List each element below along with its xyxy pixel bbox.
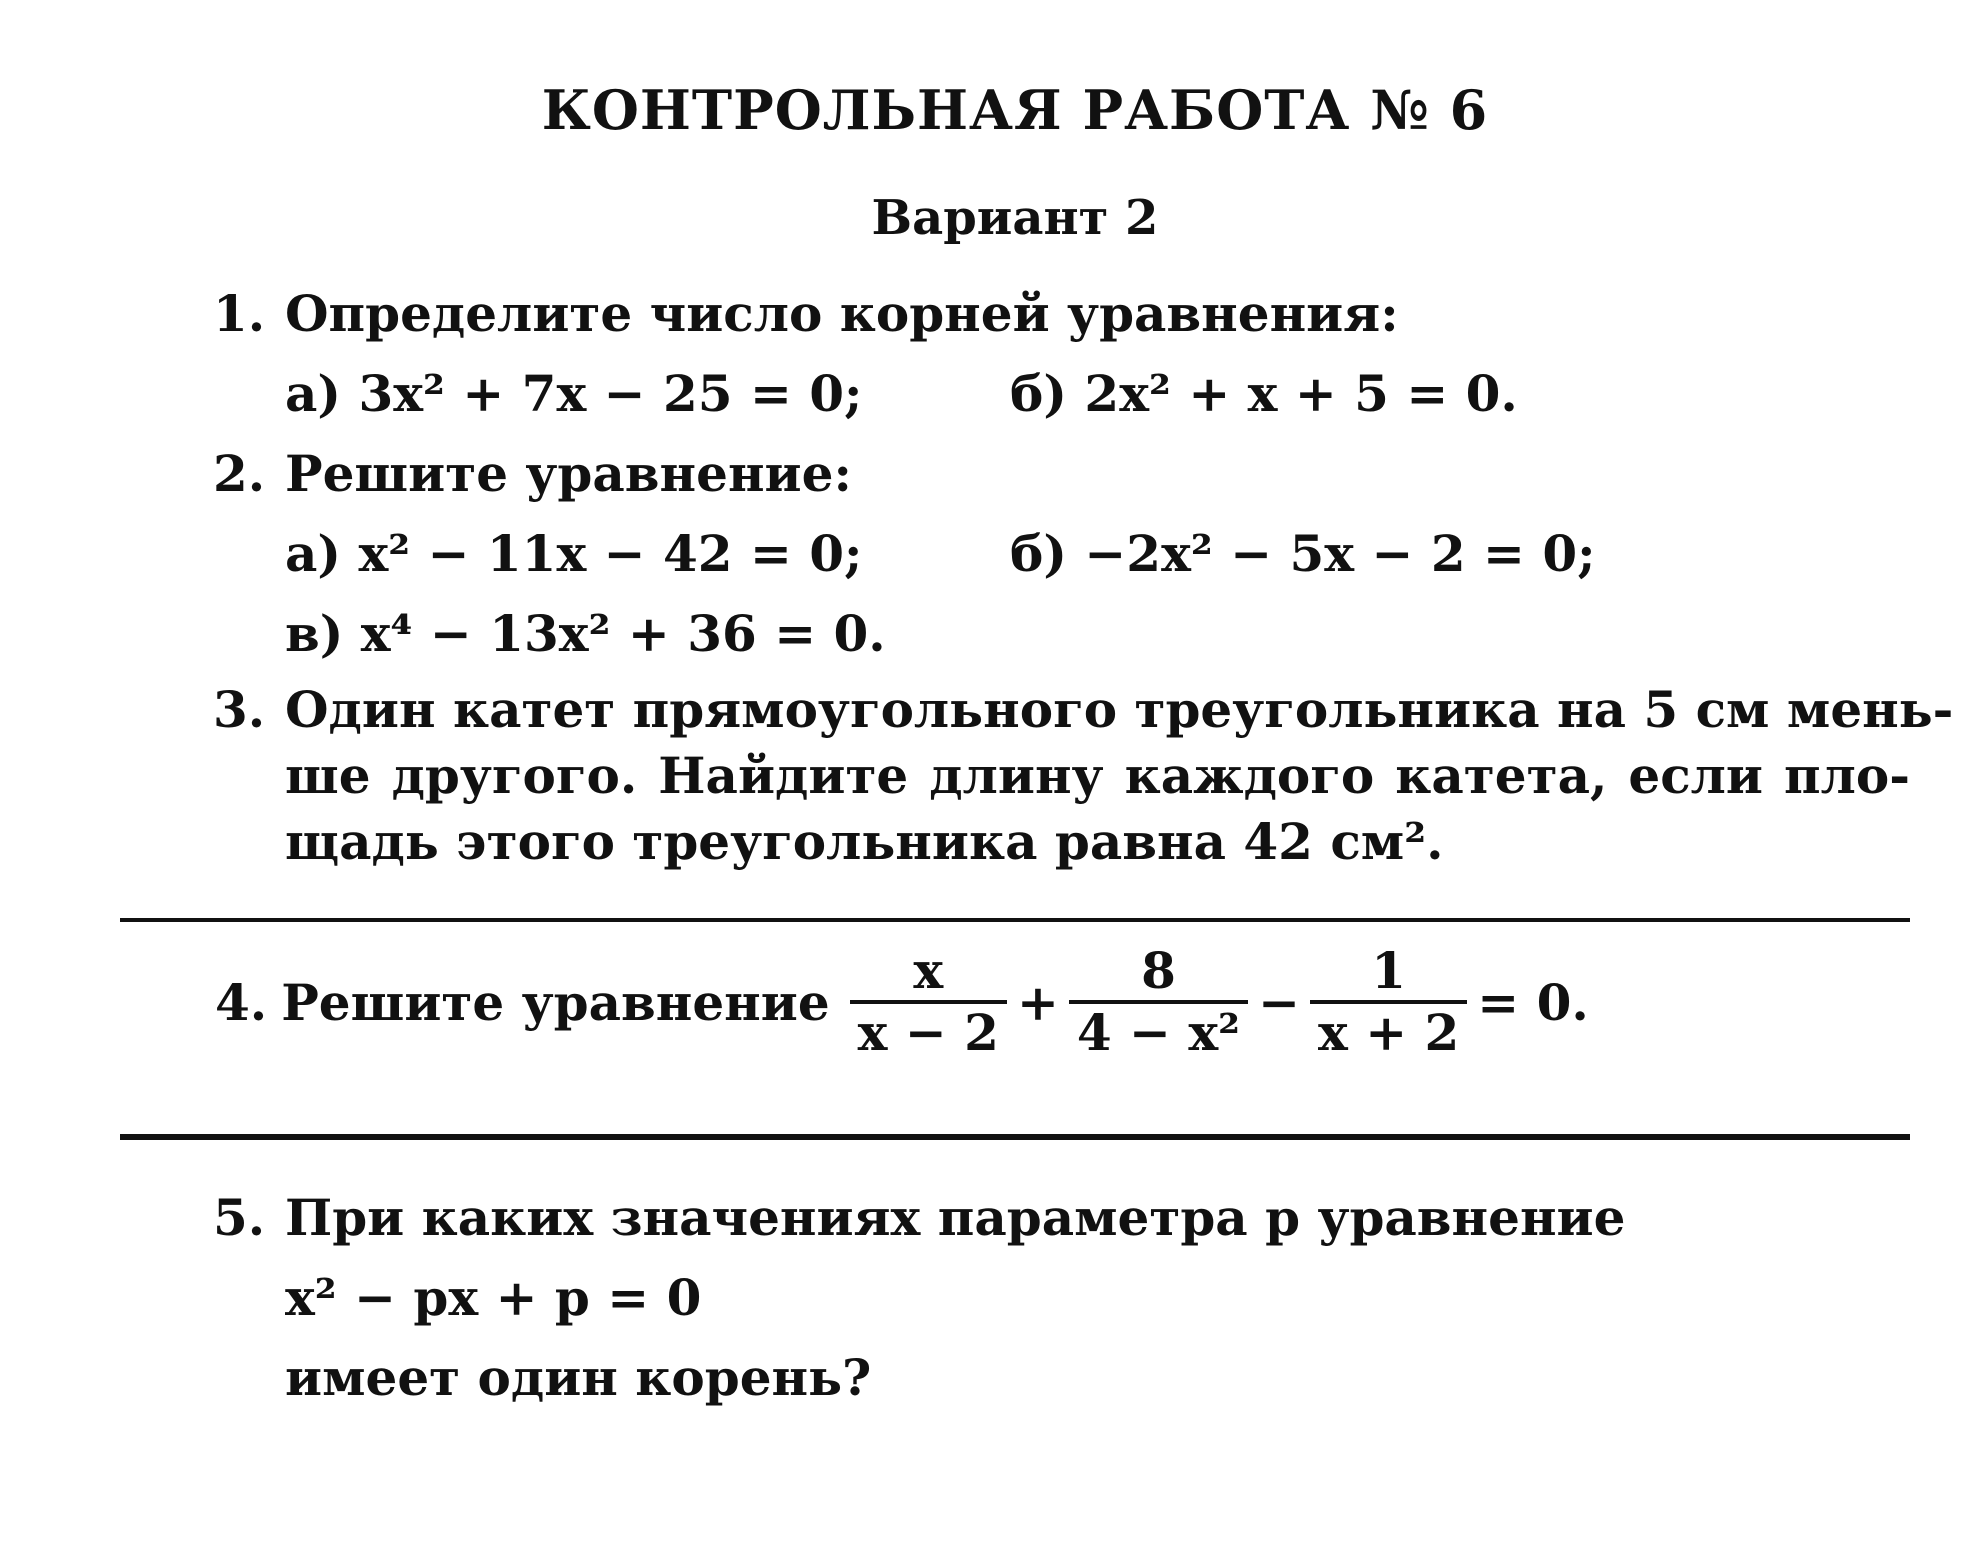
fraction-1-denominator: x − 2: [857, 1003, 999, 1062]
task3-line3: щадь этого треугольника равна 42 см².: [285, 812, 1444, 871]
task2-text: Решите уравнение:: [285, 444, 852, 503]
task2-equation-a: а) x² − 11x − 42 = 0;: [285, 524, 863, 583]
fraction-2-numerator: 8: [1069, 942, 1248, 1004]
task1-equation-b: б) 2x² + x + 5 = 0.: [1010, 364, 1518, 423]
task4-fraction-2: [1069, 942, 1248, 1062]
task4-operator-1: +: [1016, 972, 1059, 1032]
section-divider-top: [120, 918, 1910, 922]
task1-text: Определите число корней уравнения:: [285, 284, 1399, 343]
task1-equation-a: а) 3x² + 7x − 25 = 0;: [285, 364, 863, 423]
task2-number: 2.: [213, 444, 266, 503]
section-divider-bottom: [120, 1134, 1910, 1140]
fraction-1-numerator: x: [850, 942, 1007, 1004]
task4-equation-tail: = 0.: [1477, 972, 1589, 1032]
page-title: КОНТРОЛЬНАЯ РАБОТА № 6: [541, 78, 1489, 142]
task4-text: Решите уравнение: [281, 972, 830, 1032]
task3-line1: Один катет прямоугольного треугольника на 5 см мень-: [285, 680, 1954, 739]
task3-number: 3.: [213, 680, 266, 739]
fraction-3-denominator: x + 2: [1317, 1003, 1460, 1062]
task4-number: 4.: [215, 972, 268, 1032]
fraction-2-denominator: 4 − x²: [1076, 1003, 1241, 1062]
task4-row: [215, 942, 1593, 1062]
task4-operator-2: −: [1258, 972, 1300, 1032]
task5-line1: При каких значениях параметра p уравнение: [285, 1188, 1626, 1247]
task4-fraction-1: [850, 942, 1007, 1062]
task1-number: 1.: [213, 284, 266, 343]
task2-equation-c: в) x⁴ − 13x² + 36 = 0.: [285, 604, 886, 663]
fraction-3-numerator: 1: [1310, 942, 1467, 1004]
task4-fraction-3: [1310, 942, 1467, 1062]
variant-heading: Вариант 2: [871, 190, 1159, 246]
task5-line3: имеет один корень?: [285, 1348, 872, 1407]
task2-equation-b: б) −2x² − 5x − 2 = 0;: [1010, 524, 1596, 583]
task5-number: 5.: [213, 1188, 266, 1247]
task3-line2: ше другого. Найдите длину каждого катета, если пло-: [285, 746, 1910, 805]
task5-equation: x² − px + p = 0: [285, 1268, 702, 1327]
